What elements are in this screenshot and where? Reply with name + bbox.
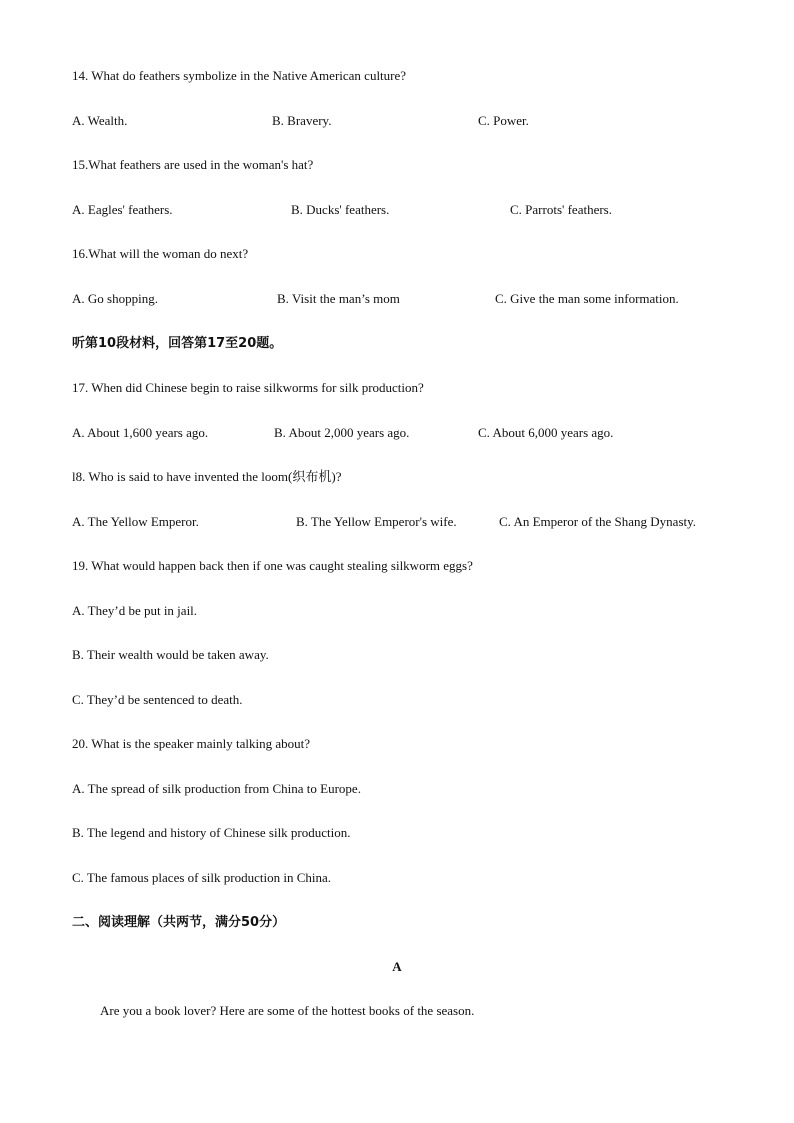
passage-label: A xyxy=(392,959,402,974)
q15-option-b: B. Ducks' feathers. xyxy=(291,202,390,217)
question-15: 15.What feathers are used in the woman's hat? xyxy=(72,157,314,172)
part-2-heading: 二、阅读理解（共两节，满分50分） xyxy=(72,915,286,930)
q16-option-b: B. Visit the man’s mom xyxy=(277,291,400,306)
q19-option-b: B. Their wealth would be taken away. xyxy=(72,647,269,662)
q15-option-c: C. Parrots' feathers. xyxy=(510,202,612,217)
section-10-instruction: 听第10段材料，回答第17至20题。 xyxy=(72,336,283,351)
q17-option-a: A. About 1,600 years ago. xyxy=(72,425,209,440)
q16-option-c: C. Give the man some information. xyxy=(495,291,679,306)
q19-option-a: A. They’d be put in jail. xyxy=(72,603,198,618)
q14-option-a: A. Wealth. xyxy=(72,113,128,128)
question-16: 16.What will the woman do next? xyxy=(72,246,249,261)
question-17: 17. When did Chinese begin to raise silkworms for silk production? xyxy=(72,380,424,395)
passage-intro: Are you a book lover? Here are some of the hottest books of the season. xyxy=(100,1003,475,1018)
q16-option-a: A. Go shopping. xyxy=(72,291,158,306)
q18-option-a: A. The Yellow Emperor. xyxy=(72,514,199,529)
q20-option-a: A. The spread of silk production from China to Europe. xyxy=(72,781,361,796)
q18-option-c: C. An Emperor of the Shang Dynasty. xyxy=(499,514,697,529)
q14-option-c: C. Power. xyxy=(478,113,529,128)
q18-option-b: B. The Yellow Emperor's wife. xyxy=(296,514,457,529)
q19-option-c: C. They’d be sentenced to death. xyxy=(72,692,243,707)
q17-option-b: B. About 2,000 years ago. xyxy=(274,425,410,440)
q15-option-a: A. Eagles' feathers. xyxy=(72,202,173,217)
q20-option-c: C. The famous places of silk production in China. xyxy=(72,870,331,885)
q14-option-b: B. Bravery. xyxy=(272,113,332,128)
q17-option-c: C. About 6,000 years ago. xyxy=(478,425,614,440)
question-18: l8. Who is said to have invented the loom(织布机)? xyxy=(72,469,342,484)
q20-option-b: B. The legend and history of Chinese silk production. xyxy=(72,825,351,840)
question-14: 14. What do feathers symbolize in the Native American culture? xyxy=(72,68,407,83)
question-20: 20. What is the speaker mainly talking about? xyxy=(72,736,311,751)
question-19: 19. What would happen back then if one was caught stealing silkworm eggs? xyxy=(72,558,473,573)
